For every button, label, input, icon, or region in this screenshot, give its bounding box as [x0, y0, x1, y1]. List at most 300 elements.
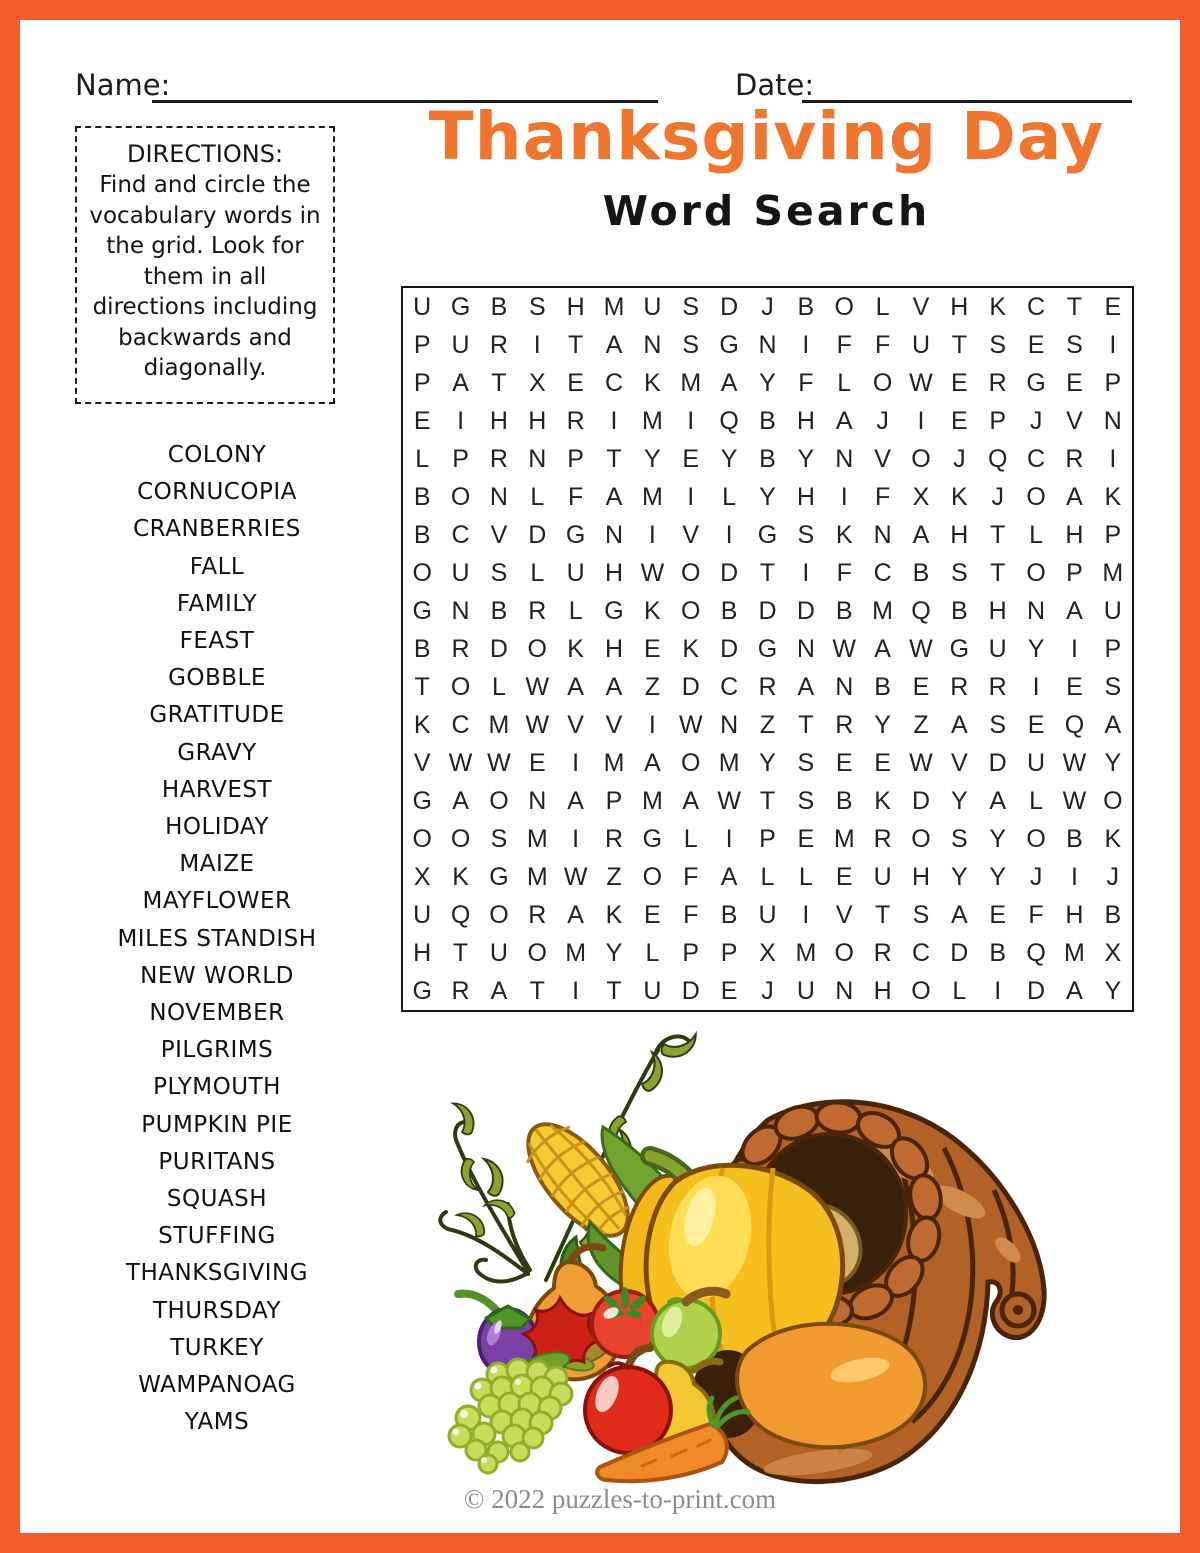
grid-letter: J [1106, 862, 1120, 891]
grid-letter: E [1104, 292, 1122, 321]
grid-letter: I [1070, 862, 1078, 891]
grid-letter: U [489, 938, 508, 967]
grid-letter: G [412, 596, 432, 625]
grid-letter: Y [720, 444, 738, 473]
grid-letter: H [950, 520, 969, 549]
grid-letter: Y [989, 824, 1007, 853]
grid-letter: F [836, 330, 852, 359]
grid-letter: B [720, 596, 738, 625]
title-block [400, 98, 1133, 236]
grid-letter: E [682, 444, 700, 473]
grid-letter: P [1104, 520, 1122, 549]
grid-letter: H [604, 558, 624, 587]
grid-letter: O [681, 748, 701, 777]
grid-letter: Y [1027, 634, 1045, 663]
grid-letter: R [489, 330, 508, 359]
grid-letter: E [835, 862, 853, 891]
grid-letter: E [1027, 330, 1045, 359]
grid-letter: T [606, 976, 622, 1005]
grid-letter: C [1027, 444, 1046, 473]
grapes-icon [449, 1348, 572, 1473]
grid-letter: N [796, 634, 815, 663]
grid-letter: A [567, 900, 584, 929]
grid-letter: N [451, 596, 470, 625]
grid-letter: E [950, 406, 968, 435]
grid-letter: B [950, 596, 968, 625]
grid-letter: K [452, 862, 469, 891]
grid-letter: B [797, 292, 815, 321]
grid-letter: I [533, 330, 541, 359]
grid-letter: T [452, 938, 469, 967]
grid-letter: K [644, 596, 661, 625]
grid-letter: T [951, 330, 967, 359]
word-list-item: CORNUCOPIA [137, 479, 297, 506]
word-list-item: FALL [189, 553, 245, 580]
grid-letter: T [529, 976, 545, 1005]
grid-letter: B [874, 672, 891, 701]
grid-letter: A [950, 900, 968, 929]
grid-letter: S [797, 520, 815, 549]
word-list [58, 437, 376, 1441]
grid-letter: Y [759, 368, 776, 397]
grid-letter: I [610, 406, 618, 435]
grid-letter: A [1104, 710, 1122, 739]
grid-letter: G [489, 862, 509, 891]
grid-letter: N [873, 520, 892, 549]
grid-letter: A [605, 672, 623, 701]
grid-letter: Y [950, 862, 968, 891]
word-list-item: NOVEMBER [149, 1000, 285, 1027]
grid-letter: G [757, 520, 778, 549]
grid-letter: S [682, 330, 700, 359]
grid-letter: G [412, 786, 432, 815]
grid-letter: L [722, 482, 737, 511]
grid-letter: R [528, 900, 547, 929]
grid-letter: D [911, 786, 930, 815]
grid-letter: H [796, 482, 815, 511]
grid-letter: Y [759, 748, 776, 777]
grid-letter: K [1104, 824, 1122, 853]
grid-letter: S [1104, 672, 1122, 701]
grid-letter: U [413, 900, 432, 929]
name-label: Name: [75, 68, 171, 102]
word-list-item: STUFFING [158, 1223, 276, 1250]
grid-letter: R [950, 672, 969, 701]
grid-letter: K [682, 634, 700, 663]
grid-letter: C [451, 520, 470, 549]
word-list-item: THURSDAY [152, 1297, 282, 1324]
grid-letter: V [490, 520, 508, 549]
grid-letter: H [873, 976, 892, 1005]
word-list-item: MILES STANDISH [117, 925, 317, 952]
grid-letter: W [487, 748, 511, 777]
grid-letter: R [835, 710, 854, 739]
cornucopia-illustration [428, 1022, 1050, 1490]
grid-letter: I [725, 520, 733, 549]
grid-letter: C [451, 710, 470, 739]
grid-letter: I [1032, 672, 1040, 701]
grid-letter: V [605, 710, 623, 739]
grid-letter: U [643, 976, 662, 1005]
grid-letter: Q [719, 406, 739, 435]
grid-letter: M [872, 596, 893, 625]
grid-letter: J [1029, 406, 1043, 435]
grid-letter: J [876, 406, 889, 435]
grid-letter: A [797, 672, 815, 701]
word-list-item: PILGRIMS [160, 1037, 274, 1064]
grid-letter: G [450, 292, 471, 321]
grid-letter: Q [450, 900, 471, 929]
page-subtitle: Word Search [602, 187, 931, 236]
page-title: Thanksgiving Day [428, 98, 1105, 175]
grid-letter: S [989, 330, 1007, 359]
grid-letter: R [604, 824, 624, 853]
grid-letter: M [833, 824, 855, 853]
grid-letter: N [835, 444, 854, 473]
grid-letter: S [797, 748, 815, 777]
grid-letter: Z [913, 710, 929, 739]
grid-letter: C [911, 938, 930, 967]
grid-letter: A [1066, 482, 1083, 511]
grid-letter: I [1070, 634, 1078, 663]
grid-letter: L [875, 292, 890, 321]
grid-letter: M [565, 938, 587, 967]
grid-letter: B [912, 558, 930, 587]
grid-letter: O [642, 862, 663, 891]
date-label: Date: [735, 68, 815, 102]
grid-letter: W [525, 672, 550, 701]
grid-letter: E [1066, 368, 1083, 397]
grid-letter: U [758, 900, 777, 929]
grid-letter: B [759, 444, 776, 473]
grid-letter: A [452, 786, 469, 815]
grid-letter: B [490, 292, 508, 321]
grid-letter: D [1027, 976, 1046, 1005]
grid-letter: F [683, 862, 699, 891]
grid-letter: J [991, 482, 1004, 511]
grid-letter: E [644, 900, 661, 929]
word-list-item: NEW WORLD [140, 962, 294, 989]
word-list-item: FAMILY [176, 590, 258, 617]
grid-letter: W [563, 862, 588, 891]
grid-letter: T [874, 900, 891, 929]
grid-letter: P [989, 406, 1007, 435]
grid-letter: S [912, 900, 930, 929]
grid-letter: R [489, 444, 508, 473]
word-list-item: COLONY [167, 442, 267, 468]
word-list-item: FEAST [179, 628, 255, 655]
word-list-item: WAMPANOAG [138, 1372, 296, 1399]
grid-letter: U [566, 558, 585, 587]
grid-letter: D [988, 748, 1007, 777]
grid-letter: T [568, 330, 584, 359]
grid-letter: Y [989, 862, 1007, 891]
grid-letter: O [911, 976, 931, 1005]
grid-letter: W [640, 558, 665, 587]
grid-letter: I [648, 520, 656, 549]
grid-letter: H [413, 938, 432, 967]
grid-letter: L [568, 596, 583, 625]
grid-letter: T [798, 710, 814, 739]
grid-letter: T [759, 786, 776, 815]
grid-letter: E [950, 368, 968, 397]
grid-letter: I [725, 824, 733, 853]
grid-letter: O [450, 482, 471, 511]
grid-letter: E [797, 824, 815, 853]
word-grid [401, 286, 1134, 1012]
grid-letter: Y [644, 444, 661, 473]
grid-letter: C [1027, 292, 1046, 321]
grid-letter: Y [797, 444, 815, 473]
grid-letter: L [1029, 520, 1044, 549]
grid-letter: S [528, 292, 546, 321]
grid-letter: I [802, 900, 810, 929]
grid-letter: W [448, 748, 473, 777]
grid-letter: N [1103, 406, 1122, 435]
grid-letter: W [832, 634, 857, 663]
grid-letter: B [835, 596, 853, 625]
grid-letter: O [527, 938, 547, 967]
grid-letter: Z [644, 672, 661, 701]
grid-letter: T [606, 444, 622, 473]
grid-letter: L [530, 558, 545, 587]
grid-letter: O [412, 558, 432, 587]
grid-letter: A [605, 482, 623, 511]
grid-letter: R [451, 634, 470, 663]
grid-letter: P [720, 938, 738, 967]
grid-letter: A [605, 330, 623, 359]
grid-letter: W [678, 710, 703, 739]
grid-letter: G [565, 520, 586, 549]
word-list-item: GRATITUDE [149, 702, 285, 729]
grid-letter: O [834, 292, 854, 321]
grid-letter: A [989, 786, 1007, 815]
grid-letter: S [682, 292, 700, 321]
grid-letter: W [909, 368, 933, 397]
grid-letter: K [989, 292, 1007, 321]
grid-letter: B [989, 938, 1007, 967]
grid-letter: V [874, 444, 891, 473]
grid-letter: B [1104, 900, 1122, 929]
grid-letter: L [530, 482, 545, 511]
grid-letter: U [643, 292, 662, 321]
grid-letter: A [644, 748, 661, 777]
grid-letter: F [874, 330, 891, 359]
word-list-item: PUMPKIN PIE [141, 1111, 293, 1138]
grid-letter: R [873, 938, 892, 967]
grid-letter: T [759, 558, 776, 587]
grid-letter: A [567, 786, 584, 815]
grid-letter: Q [911, 596, 931, 625]
grid-letter: K [413, 710, 431, 739]
grid-letter: I [802, 558, 810, 587]
grid-letter: T [1066, 292, 1083, 321]
word-list-item: MAYFLOWER [142, 888, 292, 915]
grid-letter: D [796, 596, 815, 625]
grid-letter: Y [605, 938, 623, 967]
grid-letter: S [1066, 330, 1083, 359]
grid-letter: I [994, 976, 1002, 1005]
grid-letter: I [840, 482, 848, 511]
grid-letter: H [604, 634, 624, 663]
grid-letter: O [1026, 482, 1046, 511]
grid-letter: C [873, 558, 892, 587]
grid-letter: U [796, 976, 815, 1005]
word-list-item: GOBBLE [168, 665, 266, 692]
grid-letter: X [1104, 938, 1122, 967]
grid-letter: L [837, 368, 852, 397]
grid-letter: O [681, 558, 701, 587]
grid-letter: N [835, 672, 854, 701]
word-list-item: CRANBERRIES [133, 516, 301, 543]
grid-letter: T [990, 520, 1006, 549]
grid-letter: I [648, 710, 656, 739]
grid-letter: G [642, 824, 663, 853]
word-list-item: THANKSGIVING [125, 1260, 309, 1287]
grid-letter: H [1065, 520, 1084, 549]
grid-letter: D [528, 520, 547, 549]
grid-letter: X [413, 862, 431, 891]
grid-letter: O [911, 444, 931, 473]
grid-letter: O [1026, 558, 1046, 587]
grid-letter: V [1066, 406, 1083, 435]
copyright-text: © 2022 puzzles-to-print.com [463, 1484, 777, 1514]
grid-letter: G [1026, 368, 1046, 397]
grid-letter: O [911, 824, 931, 853]
grid-letter: A [1066, 976, 1083, 1005]
grid-letter: J [953, 444, 966, 473]
word-list-item: MAIZE [179, 851, 255, 878]
grid-letter: R [758, 672, 777, 701]
grid-letter: K [605, 900, 623, 929]
grid-letter: Z [606, 862, 622, 891]
grid-letter: H [988, 596, 1007, 625]
grid-letter: H [566, 292, 585, 321]
grid-letter: A [452, 368, 469, 397]
grid-letter: P [413, 330, 431, 359]
grid-letter: O [412, 824, 432, 853]
grid-letter: T [990, 558, 1006, 587]
grid-letter: U [911, 330, 930, 359]
grid-letter: O [489, 786, 509, 815]
grid-letter: H [528, 406, 547, 435]
grid-letter: S [490, 824, 508, 853]
grid-letter: H [796, 406, 815, 435]
grid-letter: U [451, 330, 470, 359]
grid-letter: A [874, 634, 891, 663]
grid-letter: M [718, 748, 740, 777]
grid-letter: E [874, 748, 891, 777]
grid-letter: A [490, 976, 508, 1005]
grid-letter: V [835, 900, 853, 929]
grid-letter: D [758, 596, 777, 625]
directions-body: Find and circle the vocabulary words in the grid. Look for them in all directions including backwards and diagonally. [89, 172, 321, 382]
grid-letter: F [836, 558, 852, 587]
grid-letter: A [720, 368, 738, 397]
grid-letter: B [759, 406, 776, 435]
grid-letter: N [604, 520, 624, 549]
grid-letter: G [719, 330, 739, 359]
grid-letter: S [797, 786, 815, 815]
grid-letter: R [566, 406, 585, 435]
grid-letter: G [412, 976, 432, 1005]
grid-letter: V [413, 748, 431, 777]
grid-letter: I [1109, 330, 1117, 359]
grid-letter: E [644, 634, 661, 663]
grid-letter: S [989, 710, 1007, 739]
grid-letter: R [988, 368, 1007, 397]
grid-letter: I [802, 330, 810, 359]
grid-letter: X [759, 938, 776, 967]
grid-letter: N [835, 976, 854, 1005]
grid-letter: B [720, 900, 738, 929]
grid-letter: A [835, 406, 853, 435]
grid-letter: E [835, 748, 853, 777]
directions-heading: DIRECTIONS: [126, 140, 284, 168]
grid-letter: P [413, 368, 431, 397]
grid-letter: P [682, 938, 700, 967]
grid-letter: B [490, 596, 508, 625]
grid-letter: Q [1026, 938, 1046, 967]
grid-letter: K [950, 482, 968, 511]
grid-letter: M [641, 482, 663, 511]
grid-letter: L [491, 672, 506, 701]
grid-letter: O [872, 368, 893, 397]
grid-letter: Y [874, 710, 891, 739]
grid-letter: E [1066, 672, 1083, 701]
grid-letter: D [720, 634, 739, 663]
grid-letter: U [873, 862, 892, 891]
grid-letter: X [912, 482, 930, 511]
grid-letter: E [567, 368, 584, 397]
grid-letter: N [1027, 596, 1046, 625]
grid-letter: H [489, 406, 508, 435]
grid-letter: M [680, 368, 702, 397]
grid-letter: Y [759, 482, 776, 511]
grid-letter: V [912, 292, 930, 321]
grid-letter: D [720, 558, 739, 587]
directions-box [75, 126, 335, 404]
grid-letter: H [950, 292, 969, 321]
grid-letter: F [874, 482, 891, 511]
grid-letter: M [603, 292, 625, 321]
grid-letter: F [798, 368, 814, 397]
grid-letter: I [917, 406, 925, 435]
word-list-item: SQUASH [166, 1186, 268, 1213]
grid-letter: E [720, 976, 738, 1005]
grid-letter: I [1109, 444, 1117, 473]
grid-letter: E [413, 406, 431, 435]
grid-letter: F [683, 900, 699, 929]
grid-letter: L [798, 862, 813, 891]
grid-letter: B [413, 634, 431, 663]
grid-letter: W [909, 634, 933, 663]
grid-letter: O [1103, 786, 1123, 815]
grid-letter: N [720, 710, 739, 739]
grid-letter: K [874, 786, 891, 815]
grid-letter: L [760, 862, 775, 891]
grid-letter: A [720, 862, 738, 891]
grid-letter: I [457, 406, 465, 435]
grid-letter: T [491, 368, 507, 397]
grid-letter: M [641, 786, 663, 815]
grid-letter: E [528, 748, 546, 777]
grid-letter: K [644, 368, 661, 397]
grid-letter: F [568, 482, 584, 511]
grid-letter: R [873, 824, 892, 853]
grid-letter: U [1103, 596, 1122, 625]
grid-letter: T [414, 672, 430, 701]
